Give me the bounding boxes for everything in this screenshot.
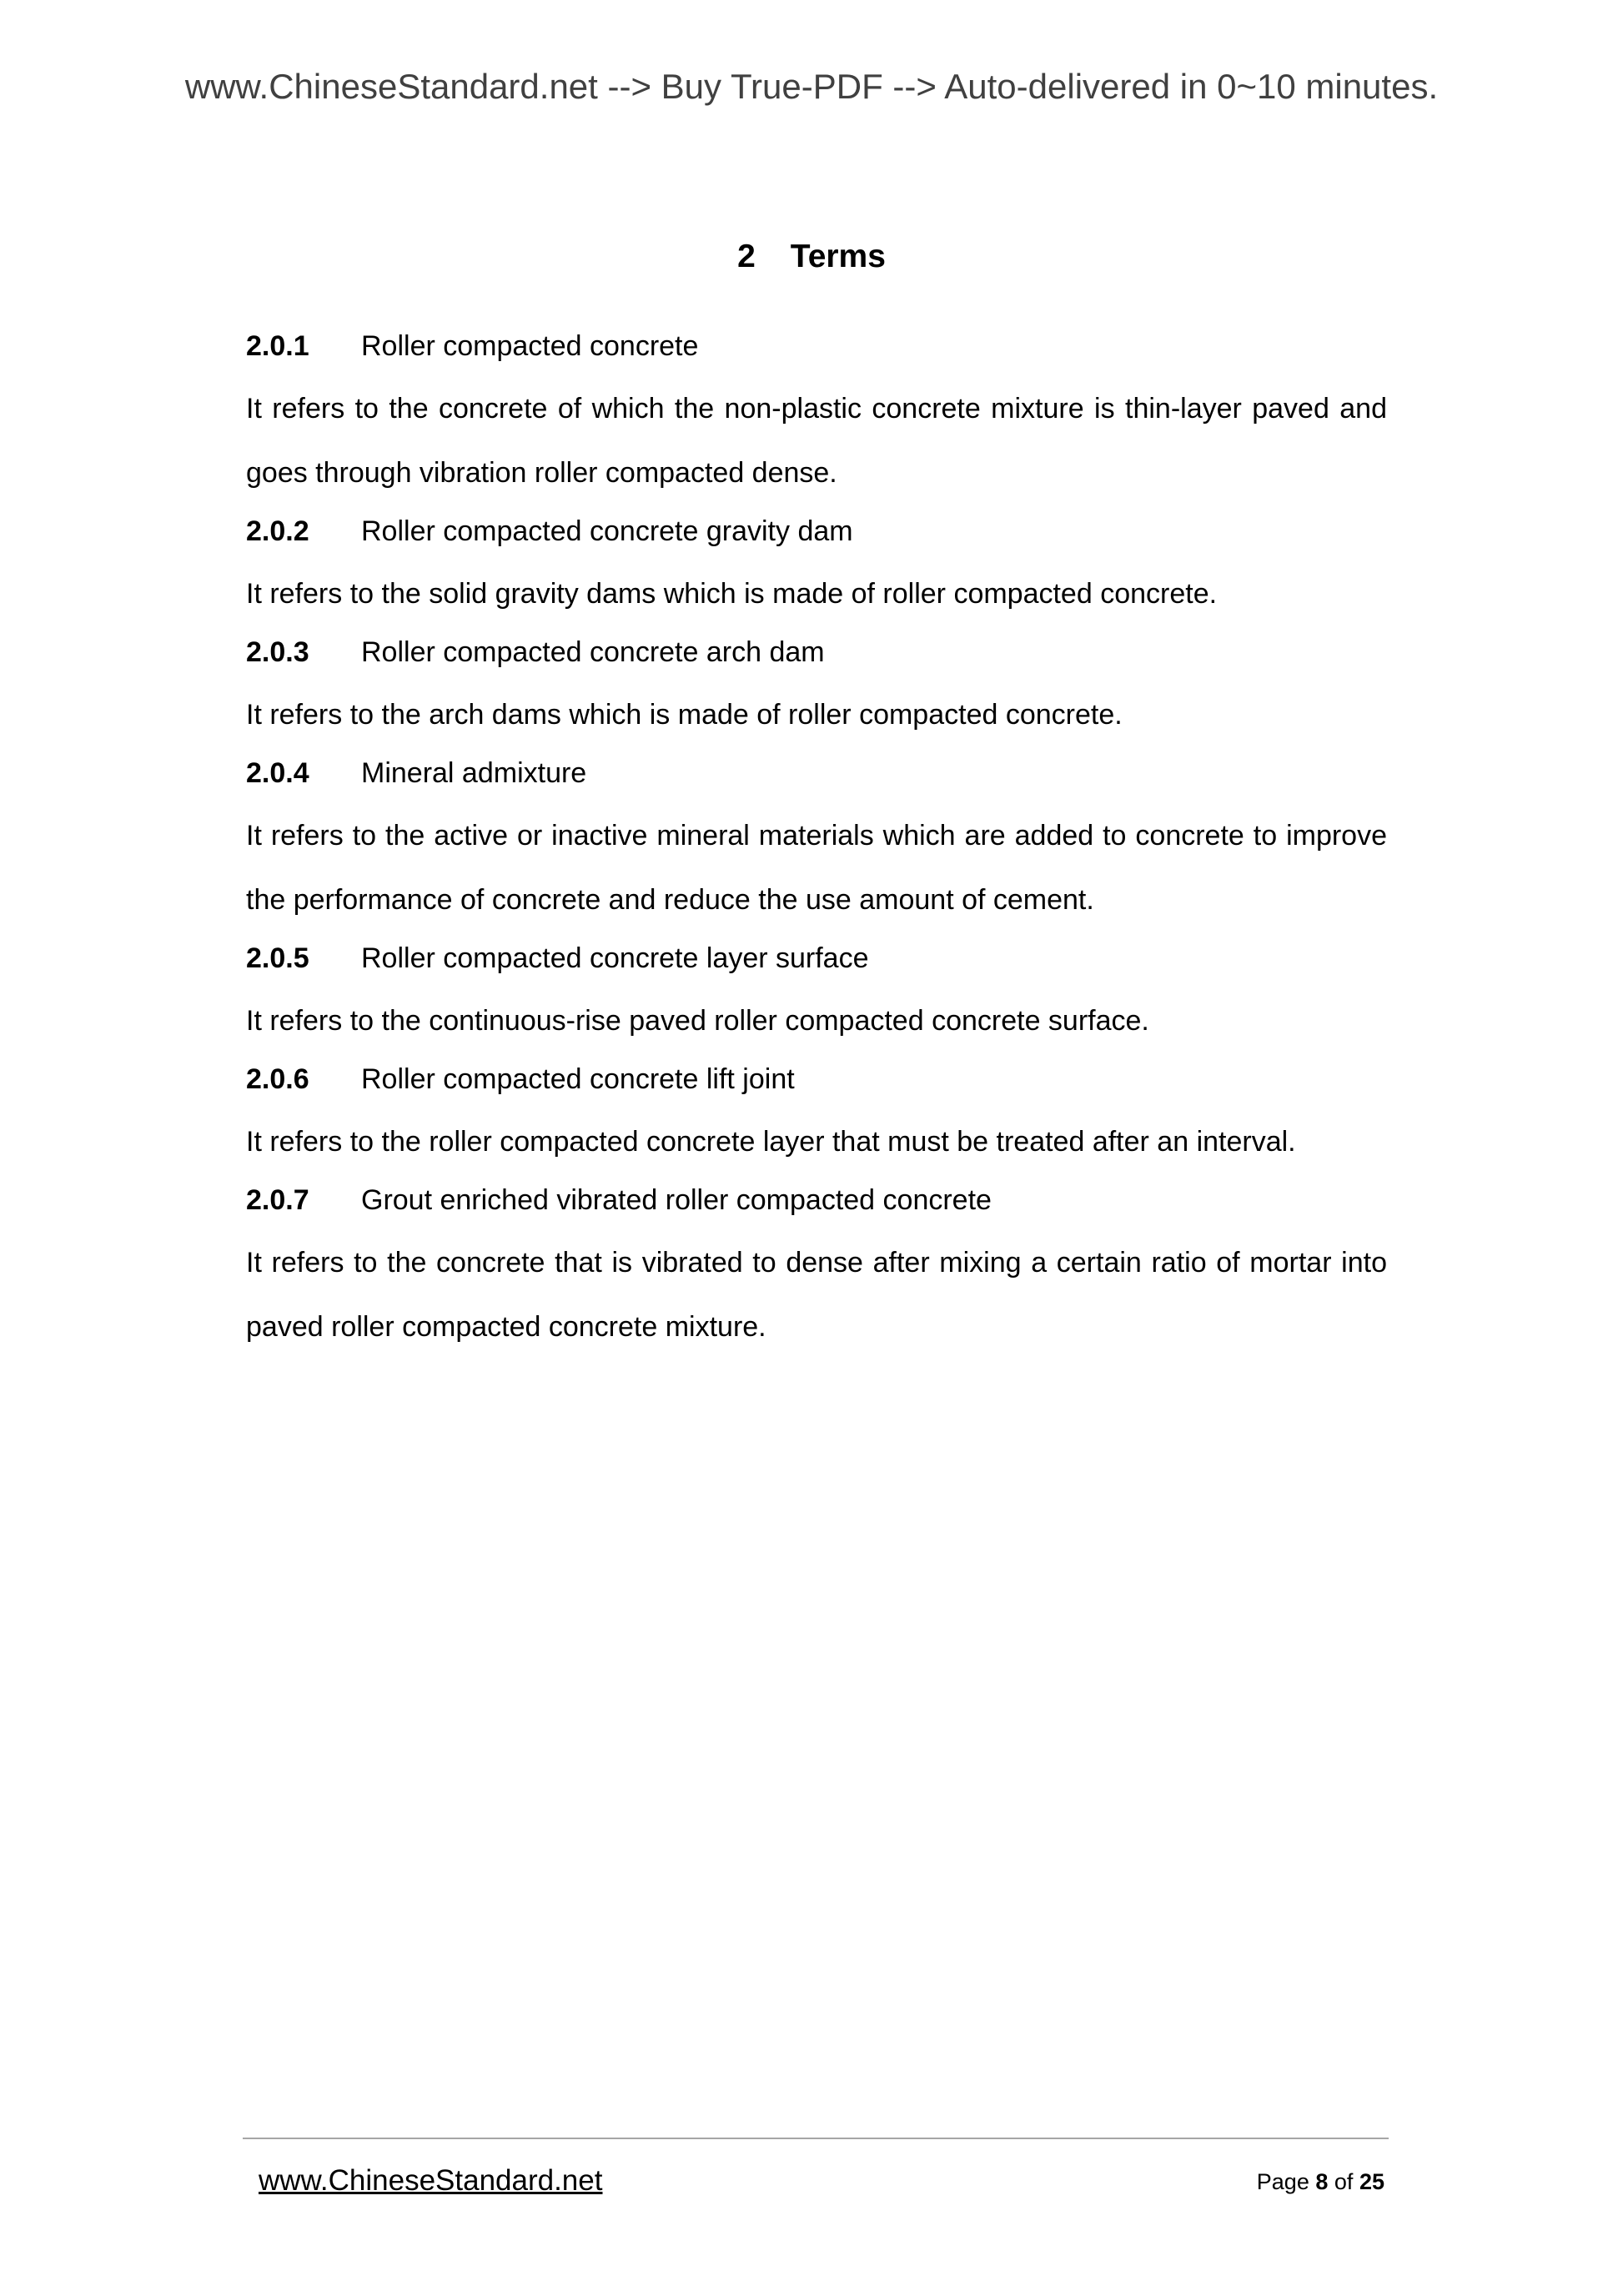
clause-number: 2.0.7	[246, 1184, 309, 1216]
clause-definition: It refers to the arch dams which is made of roller compacted concrete.	[246, 699, 1123, 731]
clause-2-0-7	[246, 1181, 1387, 1359]
clause-heading	[246, 512, 1387, 550]
clause-heading	[246, 1060, 1387, 1098]
clause-number: 2.0.6	[246, 1063, 309, 1095]
clause-number: 2.0.2	[246, 515, 309, 547]
page-of: of	[1334, 2169, 1354, 2194]
chapter-title-text: Terms	[790, 239, 886, 274]
page-current: 8	[1315, 2169, 1329, 2194]
clause-2-0-4	[246, 754, 1387, 932]
clause-definition: It refers to the solid gravity dams which is made of roller compacted concrete.	[246, 578, 1218, 610]
clause-definition: It refers to the continuous-rise paved roller compacted concrete surface.	[246, 1005, 1149, 1037]
clause-term: Grout enriched vibrated roller compacted concrete	[361, 1184, 992, 1216]
footer-divider	[243, 2138, 1389, 2139]
clause-term: Roller compacted concrete	[361, 330, 699, 362]
clause-number: 2.0.1	[246, 330, 309, 362]
clause-heading	[246, 327, 1387, 365]
clause-2-0-5	[246, 939, 1387, 1053]
page-total: 25	[1359, 2169, 1384, 2194]
clause-2-0-6	[246, 1060, 1387, 1174]
clause-definition: It refers to the concrete of which the non-plastic concrete mixture is thin-layer paved and goes through vibration roller compacted dense.	[246, 393, 1387, 489]
clause-term: Mineral admixture	[361, 757, 587, 789]
clause-number: 2.0.3	[246, 636, 309, 668]
clause-number: 2.0.4	[246, 757, 309, 789]
clause-heading	[246, 754, 1387, 792]
clause-heading	[246, 939, 1387, 977]
footer-site-link[interactable]: www.ChineseStandard.net	[259, 2164, 603, 2197]
clause-heading	[246, 1181, 1387, 1219]
page-prefix: Page	[1256, 2169, 1309, 2194]
clause-heading	[246, 633, 1387, 671]
clause-term: Roller compacted concrete gravity dam	[361, 515, 853, 547]
clause-term: Roller compacted concrete layer surface	[361, 942, 869, 974]
clause-2-0-1	[246, 327, 1387, 505]
terms-content	[246, 327, 1387, 1359]
clause-number: 2.0.5	[246, 942, 309, 974]
clause-definition: It refers to the roller compacted concrete layer that must be treated after an interval.	[246, 1126, 1296, 1158]
top-banner[interactable]: www.ChineseStandard.net --> Buy True-PDF --> Auto-delivered in 0~10 minutes.	[184, 67, 1439, 106]
chapter-title	[0, 235, 1623, 279]
clause-term: Roller compacted concrete lift joint	[361, 1063, 795, 1095]
clause-2-0-2	[246, 512, 1387, 626]
clause-term: Roller compacted concrete arch dam	[361, 636, 825, 668]
clause-definition: It refers to the active or inactive mineral materials which are added to concrete to improve the performance of concrete and reduce the use amount of cement.	[246, 820, 1387, 916]
clause-2-0-3	[246, 633, 1387, 747]
page-indicator	[1257, 2167, 1384, 2197]
clause-definition: It refers to the concrete that is vibrated to dense after mixing a certain ratio of mortar into paved roller compacted concrete mixture.	[246, 1247, 1387, 1343]
chapter-number: 2	[737, 239, 756, 274]
